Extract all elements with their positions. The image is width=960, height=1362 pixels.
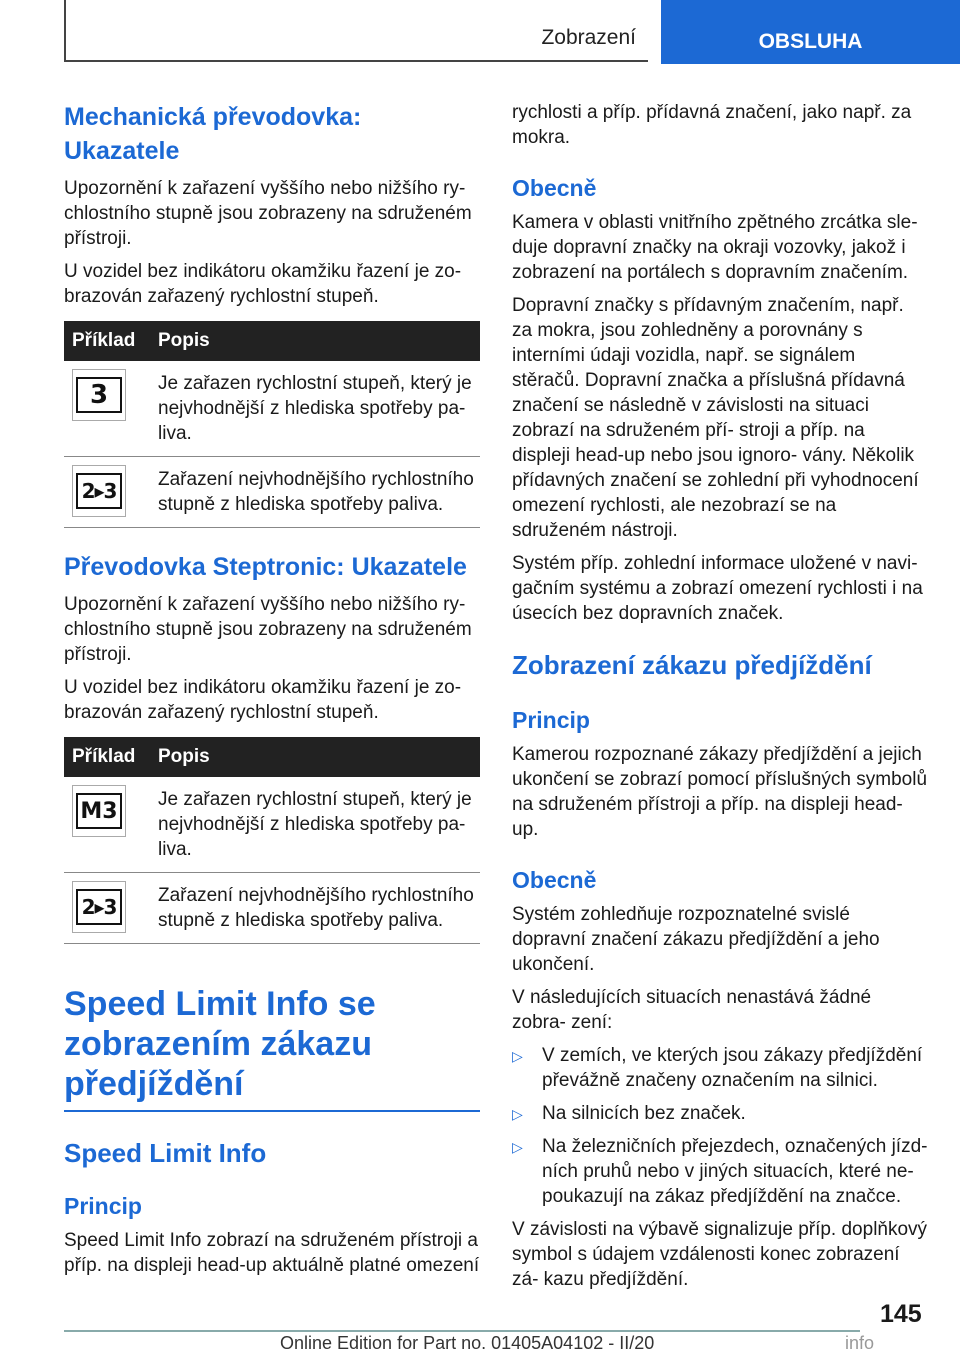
paragraph: Upozornění k zařazení vyššího nebo nižšího ry- chlostního stupně jsou zobrazeny na sdruženém přístroji. [64,594,472,665]
chapter-title-speed-limit-info: Speed Limit Info se zobrazením zákazu předjíždění [64,984,480,1112]
paragraph: Kamera v oblasti vnitřního zpětného zrcátka sle- duje dopravní značky na okraji vozovky, jakož i zobrazení na portálech s dopravním značením. [512,212,918,283]
table-cell-description: Je zařazen rychlostní stupeň, který je nejvhodnější z hlediska spotřeby pa- liva. [150,777,480,873]
paragraph: U vozidel bez indikátoru okamžiku řazení je zo- brazován zařazený rychlostní stupeň. [64,261,462,307]
section-title-manual-gearbox: Mechanická převodovka: Ukazatele [64,103,362,165]
paragraph: Upozornění k zařazení vyššího nebo nižšího ry- chlostního stupně jsou zobrazeny na sdruženém přístroji. [64,178,472,249]
column-header-example: Příklad [64,321,150,361]
section-title-steptronic: Převodovka Steptronic: Ukazatele [64,553,467,581]
gear-m3-icon: M3 [72,785,126,837]
section-title-speed-limit-info: Speed Limit Info [64,1138,267,1168]
footer-watermark: info [845,1333,875,1353]
gear-table-manual [64,321,480,528]
paragraph: Kamerou rozpoznané zákazy předjíždění a jejich ukončení se zobrazí pomocí příslušných symbolů na sdruženém přístroji a příp. na displeji head-up. [512,744,928,840]
column-header-example: Příklad [64,737,150,777]
table-row [64,873,480,944]
subsection-title-princip: Princip [64,1193,142,1219]
page-number: 145 [880,1300,922,1328]
table-header-row [64,321,480,361]
table-cell-description: Zařazení nejvhodnějšího rychlostního stupně z hlediska spotřeby paliva. [150,873,480,944]
list-item: ▷ V zemích, ve kterých jsou zákazy předjíždění převážně značeny označením na silnici. [512,1045,923,1091]
subsection-title-obecne: Obecně [512,867,597,893]
paragraph: Systém zohledňuje rozpoznatelné svislé dopravní značení zákazu předjíždění a jeho ukončení. [512,904,880,975]
subsection-title-princip: Princip [512,707,590,733]
list-item: ▷ Na silnicích bez značek. [512,1101,928,1126]
paragraph: V závislosti na výbavě signalizuje příp. doplňkový symbol s údajem vzdálenosti konec zobrazení zá- kazu předjíždění. [512,1219,928,1290]
paragraph: Systém příp. zohlední informace uložené v navi- gačním systému a zobrazí omezení rychlosti i na úsecích bez dopravních značek. [512,553,923,624]
column-header-description: Popis [150,321,480,361]
gear-shift-2-to-3-icon: 2▸3 [72,465,126,517]
header-frame [64,0,648,62]
section-title-no-overtaking: Zobrazení zákazu předjíždění [512,650,872,680]
table-row [64,777,480,873]
header-chapter-tab[interactable]: OBSLUHA [661,0,960,64]
column-header-description: Popis [150,737,480,777]
gear-table-steptronic [64,737,480,944]
table-cell-description: Zařazení nejvhodnějšího rychlostního stupně z hlediska spotřeby paliva. [150,457,480,528]
left-column [64,100,480,1286]
triangle-bullet-icon: ▷ [512,1106,523,1122]
header-section-title: Zobrazení [541,26,636,49]
paragraph: U vozidel bez indikátoru okamžiku řazení je zo- brazován zařazený rychlostní stupeň. [64,677,462,723]
footer-edition: Online Edition for Part no. 01405A04102 - II/20 [280,1333,655,1353]
paragraph: rychlosti a příp. přídavná značení, jako např. za mokra. [512,102,912,148]
table-header-row [64,737,480,777]
right-column [512,100,928,1300]
list-item: ▷ Na železničních přejezdech, označených jízd- ních pruhů nebo v jiných situacích, které ne- poukazují na zákaz předjíždění na značce. [512,1136,928,1207]
table-cell-description: Je zařazen rychlostní stupeň, který je nejvhodnější z hlediska spotřeby pa- liva. [150,361,480,457]
table-row [64,457,480,528]
paragraph: Dopravní značky s přídavným značením, např. za mokra, jsou zohledněny a porovnány s interními údaji vozidla, např. se signálem stěračů. Dopravní značka a příslušná přídavná značení se následně v závislosti na situaci zobrazí na sdruženém pří- stroji a příp. na displeji head-up nebo jsou ignoro- vány. Několik přídavných značení se zohlední při vyhodnocení omezení rychlosti, ale nezobrazí se na sdruženém nástroji. [512,295,919,541]
subsection-title-obecne: Obecně [512,175,597,201]
gear-shift-2-to-3-icon: 2▸3 [72,881,126,933]
triangle-bullet-icon: ▷ [512,1048,523,1064]
table-row [64,361,480,457]
gear-3-icon: 3 [72,369,126,421]
triangle-bullet-icon: ▷ [512,1139,523,1155]
footer-divider [64,1330,860,1332]
paragraph: Speed Limit Info zobrazí na sdruženém přístroji a příp. na displeji head-up aktuálně platné omezení [64,1230,480,1276]
bullet-list [512,1043,928,1209]
paragraph: V následujících situacích nenastává žádné zobra- zení: [512,987,872,1033]
